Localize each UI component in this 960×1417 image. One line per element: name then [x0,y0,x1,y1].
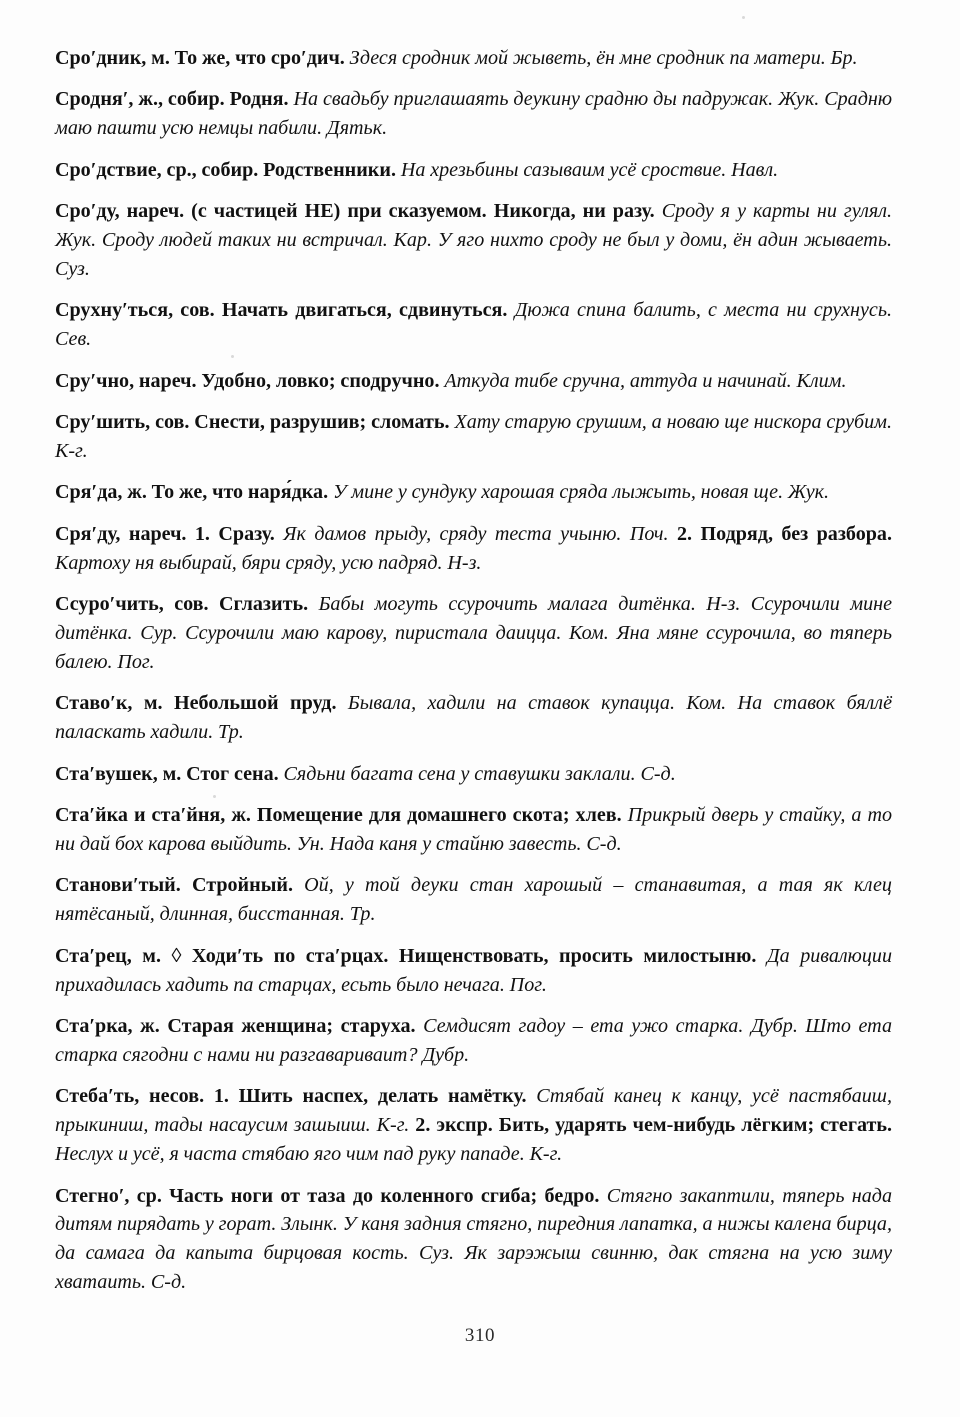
entry-headword: Ста′рец, м. ◊ Ходи′ть по ста′рцах. Нищенствовать, просить милостыню. [55,944,757,967]
entry-headword-sense-2: 2. Подряд, без разбора. [676,522,892,545]
entry-list [55,44,892,1297]
entry-example: Хату старую срушим, а новаю ще нискора срубим. К-г. [55,411,893,462]
entry-headword: Ста′вушек, м. Стог сена. [55,762,279,785]
entry-headword-sense-2: 2. экспр. Бить, ударять чем-нибудь лёгким; стегать. [415,1114,892,1137]
entry-example: Дюжа спина балить, с места ни срухнусь. Сев. [55,299,892,351]
entry-example: У мине у сундуку харошая сряда лыжыть, новая ще. Жук. [332,481,830,504]
dictionary-entry [55,871,892,929]
entry-headword: Стегно′, ср. Часть ноги от таза до коленного сгиба; бедро. [55,1184,600,1207]
dictionary-entry [55,689,892,747]
entry-headword: Ста′йка и ста′йня, ж. Помещение для домашнего скота; хлев. [55,804,622,827]
dictionary-entry [55,942,892,1000]
dictionary-entry [55,197,892,284]
entry-headword: Ссуро′чить, сов. Сглазить. [55,593,309,616]
dictionary-entry [55,85,892,143]
entry-example: Бывала, хадили на ставок купацца. Ком. На ставок бяллё паласкать хадили. Тр. [55,692,892,744]
entry-headword-sense-1: Сря′ду, нареч. 1. Сразу. [55,522,275,545]
entry-example: Аткуда тибе сручна, аттуда и начинай. Клим. [444,369,847,392]
entry-example: Бабы могуть ссурочить малага дитёнка. Н-з. Ссурочили мине дитёнка. Сур. Ссурочили маю карову, пиристала даицца. Ком. Яна мяне ссурочила, во тяперь балею. Пог. [55,593,893,673]
entry-example: Стягно закаптили, тяперь нада дитям пирядать у горат. Злынк. У каня задния стягно, пиредния лапатка, а нижы калена бирца, да самага да капыта бирцовая кость. Суз. Як зарэжыш свинню, дак стягна на усю зиму хватаить. С-д. [55,1184,892,1294]
entry-headword: Сро′ду, нареч. (с частицей НЕ) при сказуемом. Никогда, ни разу. [55,200,655,223]
entry-example: Прикрый дверь у стайку, а то ни дай бох карова выйдить. Ун. Нада каня у стайню завесть. С-д. [55,804,893,855]
entry-example-sense-2: Неслух и усё, я часта стябаю яго чим пад руку пападе. К-г. [55,1143,563,1166]
dictionary-entry [55,156,892,185]
entry-example-sense-1: Як дамов прыду, сряду теста учыню. Поч. [283,522,669,545]
entry-example-sense-2: Картоху ня выбирай, бяри сряду, усю падряд. Н-з. [55,551,482,574]
dictionary-entry [55,367,892,396]
entry-example: Семдисят гадоу – ета ужо старка. Дубр. Што ета старка сягодни с нами ни разгавариваит? Дубр. [55,1014,892,1066]
entry-example: Здеся сродник мой жыветь, ён мне сродник па матери. Бр. [349,47,858,69]
dictionary-entry [55,760,892,789]
dictionary-entry [55,520,892,578]
scan-speck [742,16,745,19]
dictionary-entry [55,44,892,73]
entry-headword: Срухну′ться, сов. Начать двигаться, сдвинуться. [55,299,508,322]
dictionary-entry [55,1012,892,1070]
dictionary-entry [55,1182,892,1298]
dictionary-entry [55,1082,892,1169]
entry-headword: Ста′рка, ж. Старая женщина; старуха. [55,1014,416,1037]
entry-example: На хрезьбины сазываим усё сроствие. Навл. [400,158,779,181]
dictionary-entry [55,296,892,354]
entry-headword: Сря′да, ж. То же, что наря́дка. [55,481,329,504]
dictionary-entry [55,478,892,507]
entry-headword-sense-1: Стеба′ть, несов. 1. Шить наспех, делать намётку. [55,1085,527,1108]
entry-example: На свадьбу приглашаять деукину срадню ды падружак. Жук. Срадню маю пашти усю немцы пабили. Дятьк. [55,88,892,140]
dictionary-entry [55,408,892,466]
entry-headword: Сру′чно, нареч. Удобно, ловко; сподручно. [55,369,440,392]
entry-headword: Сро′дник, м. То же, что сро′дич. [55,47,345,69]
entry-headword: Сру′шить, сов. Снести, разрушив; сломать. [55,411,450,434]
entry-example: Сядьни багата сена у ставушки заклали. С-д. [283,762,676,785]
entry-headword: Сро′дствие, ср., собир. Родственники. [55,158,396,181]
entry-headword: Сродня′, ж., собир. Родня. [55,88,289,111]
dictionary-entry [55,801,892,859]
dictionary-entry [55,590,892,677]
entry-example-sense-1: Стябай канец к канцу, усё пастябаиш, прыкиниш, тады насаусим зашыиш. К-г. [55,1085,892,1137]
entry-example: Да ривалюции прихадилась хадить па старцах, есьть было нечага. Пог. [55,944,892,996]
entry-headword: Станови′тый. Стройный. [55,874,293,897]
entry-example: Ой, у той деуки стан харошый – станавитая, а тая як клец нятёсаный, длинная, бисстанная. Тр. [55,874,892,926]
entry-headword: Ставо′к, м. Небольшой пруд. [55,692,337,715]
page-number: 310 [464,1325,496,1346]
entry-example: Сроду я у карты ни гулял. Жук. Сроду людей таких ни встричал. Кар. У яго нихто сроду не был у доми, ён адин жываеть. Суз. [55,200,892,280]
